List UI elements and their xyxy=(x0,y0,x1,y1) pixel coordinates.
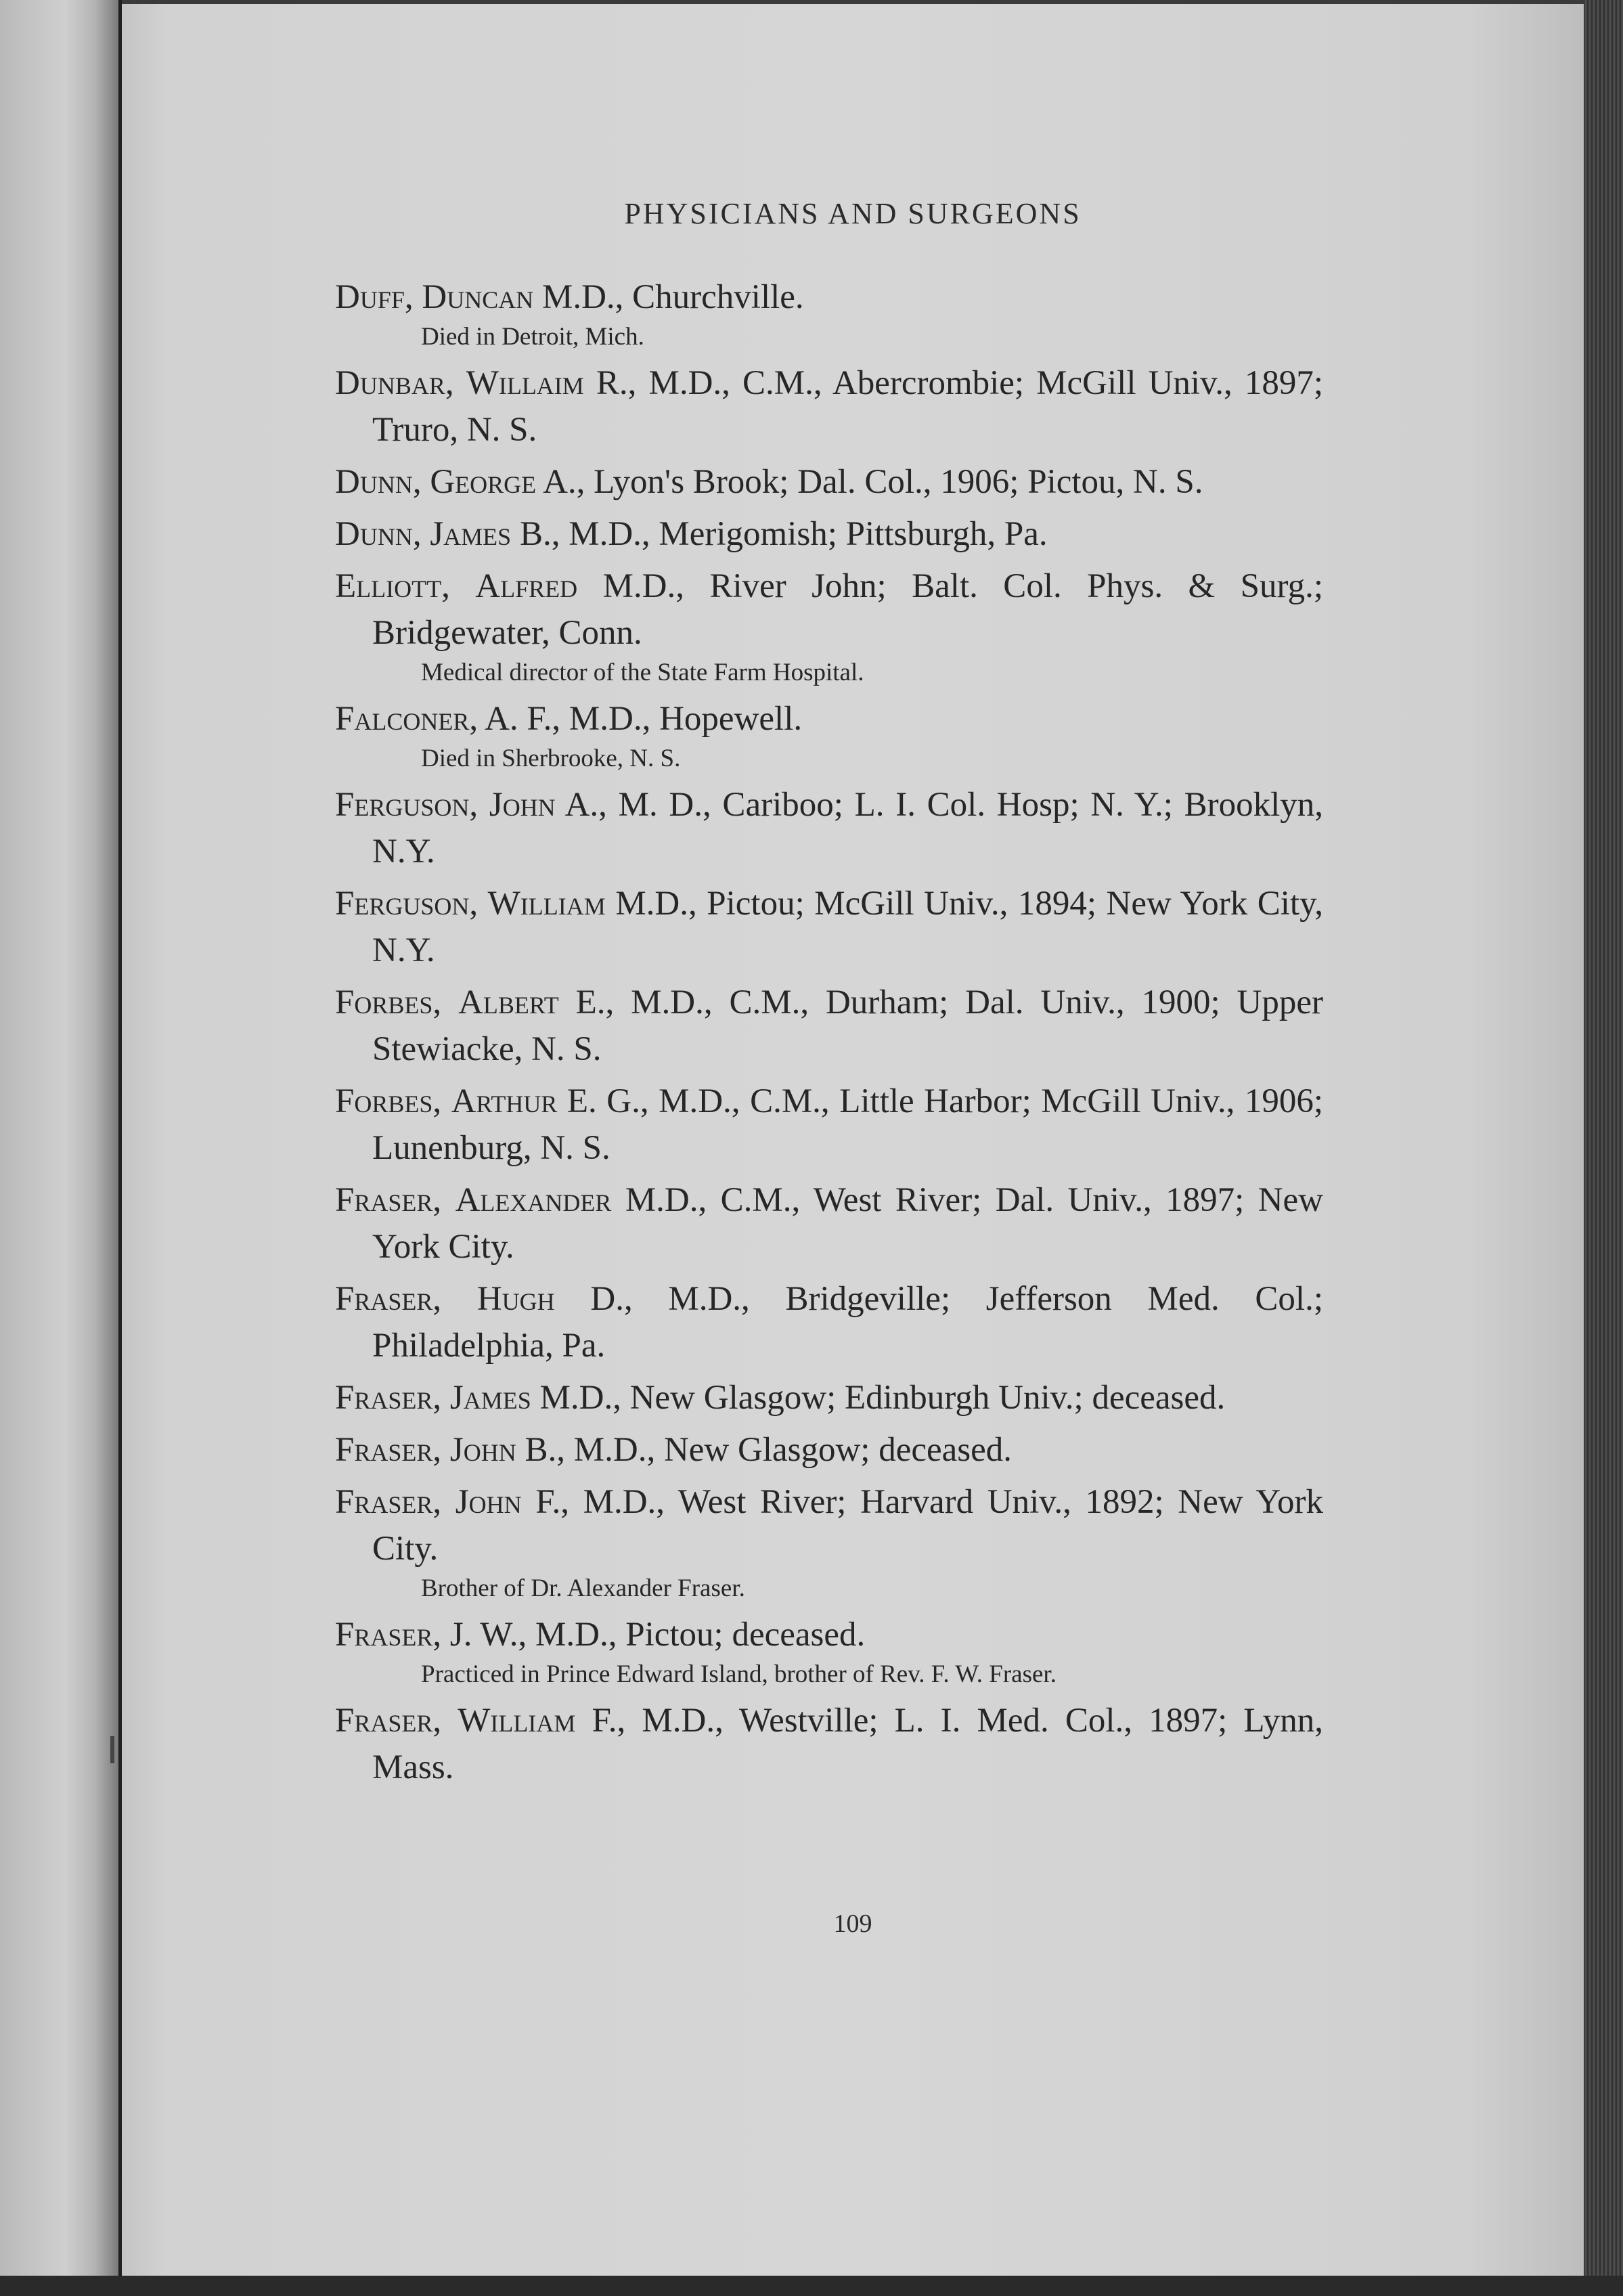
entry-surname: Dunn xyxy=(335,515,413,553)
entry-note: Died in Sherbrooke, N. S. xyxy=(421,745,681,772)
bottom-edge xyxy=(0,2276,1623,2296)
directory-entry xyxy=(335,782,1323,875)
entry-separator: , xyxy=(432,1280,477,1318)
entry-details: E. G., M.D., C.M., Little Harbor; McGill Univ., 1906; Lunenburg, N. S. xyxy=(372,1082,1323,1167)
entry-separator xyxy=(555,1280,591,1318)
entry-surname: Forbes xyxy=(335,1082,433,1120)
entry-main-line xyxy=(335,1177,1323,1271)
entry-surname: Fraser xyxy=(335,1181,433,1219)
entry-given-name: Willaim xyxy=(466,364,584,402)
entry-separator: , xyxy=(432,1702,458,1740)
entry-main-line xyxy=(335,360,1323,454)
entry-separator xyxy=(577,567,602,605)
entry-details: R., M.D., C.M., Abercrombie; McGill Univ., 1897; Truro, N. S. xyxy=(372,364,1324,449)
entry-separator xyxy=(575,1702,592,1740)
entry-details: A. F., M.D., Hopewell. xyxy=(485,700,803,738)
entry-list xyxy=(335,274,1323,1796)
entry-surname: Fraser xyxy=(335,1702,433,1740)
entry-given-name: John xyxy=(489,786,556,824)
directory-entry xyxy=(335,274,1323,355)
entry-surname: Falconer xyxy=(335,700,470,738)
entry-note: Medical director of the State Farm Hospital. xyxy=(421,659,864,686)
entry-details: A., Lyon's Brook; Dal. Col., 1906; Pictou, N. S. xyxy=(543,463,1203,501)
entry-given-name: James xyxy=(430,515,512,553)
entry-separator xyxy=(606,885,616,923)
entry-separator xyxy=(557,1082,567,1120)
entry-note: Practiced in Prince Edward Island, brother of Rev. F. W. Fraser. xyxy=(421,1660,1057,1688)
entry-details: B., M.D., New Glasgow; deceased. xyxy=(525,1431,1013,1469)
entry-details: F., M.D., Westville; L. I. Med. Col., 1897; Lynn, Mass. xyxy=(372,1702,1324,1786)
directory-entry xyxy=(335,1276,1323,1369)
entry-given-name: Alexander xyxy=(455,1181,612,1219)
entry-given-name: Duncan xyxy=(422,278,534,316)
entry-separator xyxy=(522,1483,536,1521)
entry-surname: Elliott xyxy=(335,567,442,605)
entry-given-name: Alfred xyxy=(475,567,578,605)
entry-main-line xyxy=(335,979,1323,1073)
entry-separator xyxy=(559,984,576,1021)
entry-separator xyxy=(511,515,520,553)
entry-separator: , xyxy=(441,567,476,605)
entry-main-line xyxy=(335,1479,1323,1572)
entry-main-line xyxy=(335,1698,1323,1791)
entry-separator xyxy=(516,1431,525,1469)
entry-main-line xyxy=(335,696,1323,743)
entry-given-name: James xyxy=(449,1379,531,1417)
entry-details: F., M.D., West River; Harvard Univ., 1892; New York City. xyxy=(372,1483,1324,1568)
page-number: 109 xyxy=(833,1909,872,1938)
entry-main-line xyxy=(335,563,1323,657)
entry-details: M.D., C.M., West River; Dal. Univ., 1897; New York City. xyxy=(372,1181,1324,1266)
directory-entry xyxy=(335,1698,1323,1791)
entry-separator: , xyxy=(445,364,466,402)
facing-page-edge xyxy=(0,0,118,2296)
directory-entry xyxy=(335,881,1323,974)
directory-entry xyxy=(335,1479,1323,1606)
entry-separator: , xyxy=(432,1082,451,1120)
entry-separator: , xyxy=(432,1379,450,1417)
entry-main-line xyxy=(335,782,1323,875)
entry-separator: , xyxy=(432,1181,455,1219)
entry-separator: , xyxy=(412,515,430,553)
entry-main-line xyxy=(335,511,1323,558)
entry-main-line xyxy=(335,1427,1323,1474)
entry-separator: , xyxy=(432,1616,450,1654)
entry-details: M.D., Churchville. xyxy=(541,278,804,316)
directory-entry xyxy=(335,1177,1323,1271)
entry-main-line xyxy=(335,459,1323,506)
entry-given-name: John xyxy=(449,1431,516,1469)
entry-surname: Fraser xyxy=(335,1483,433,1521)
entry-given-name: Albert xyxy=(458,984,559,1021)
entry-details: A., M. D., Cariboo; L. I. Col. Hosp; N. Y.; Brooklyn, N.Y. xyxy=(372,786,1324,870)
entry-main-line xyxy=(335,1078,1323,1172)
entry-separator xyxy=(533,278,542,316)
entry-given-name: Arthur xyxy=(451,1082,558,1120)
entry-main-line xyxy=(335,1375,1323,1421)
entry-separator: , xyxy=(412,463,430,501)
entry-details: J. W., M.D., Pictou; deceased. xyxy=(449,1616,866,1654)
entry-details: D., M.D., Bridgeville; Jefferson Med. Col.; Philadelphia, Pa. xyxy=(372,1280,1323,1365)
entry-separator: , xyxy=(432,1483,455,1521)
entry-given-name: Hugh xyxy=(476,1280,555,1318)
entry-surname: Forbes xyxy=(335,984,433,1021)
entry-given-name: William xyxy=(487,885,606,923)
entry-surname: Fraser xyxy=(335,1280,433,1318)
entry-surname: Fraser xyxy=(335,1616,433,1654)
margin-mark xyxy=(110,1736,114,1763)
directory-entry xyxy=(335,1078,1323,1172)
entry-separator: , xyxy=(469,885,488,923)
entry-surname: Dunn xyxy=(335,463,413,501)
entry-surname: Fraser xyxy=(335,1431,433,1469)
entry-main-line xyxy=(335,274,1323,321)
entry-given-name: George xyxy=(430,463,537,501)
entry-surname: Ferguson xyxy=(335,885,470,923)
entry-given-name: John xyxy=(455,1483,522,1521)
entry-main-line xyxy=(335,1612,1323,1658)
entry-separator xyxy=(556,786,565,824)
entry-details: M.D., Pictou; McGill Univ., 1894; New York City, N.Y. xyxy=(372,885,1324,969)
entry-separator: , xyxy=(469,786,489,824)
entry-surname: Fraser xyxy=(335,1379,433,1417)
entry-main-line xyxy=(335,881,1323,974)
entry-separator xyxy=(611,1181,625,1219)
entry-details: B., M.D., Merigomish; Pittsburgh, Pa. xyxy=(519,515,1048,553)
directory-entry xyxy=(335,360,1323,454)
entry-details: E., M.D., C.M., Durham; Dal. Univ., 1900; Upper Stewiacke, N. S. xyxy=(372,984,1323,1068)
directory-entry xyxy=(335,979,1323,1073)
entry-separator xyxy=(584,364,596,402)
directory-entry xyxy=(335,1612,1323,1692)
entry-separator: , xyxy=(432,1431,450,1469)
directory-entry xyxy=(335,1375,1323,1421)
directory-entry xyxy=(335,1427,1323,1474)
entry-main-line xyxy=(335,1276,1323,1369)
entry-separator: , xyxy=(469,700,485,738)
page-stack-edge xyxy=(1584,0,1623,2296)
running-head: PHYSICIANS AND SURGEONS xyxy=(624,197,1082,230)
entry-note: Brother of Dr. Alexander Fraser. xyxy=(421,1574,745,1602)
entry-details: M.D., River John; Balt. Col. Phys. & Surg.; Bridgewater, Conn. xyxy=(372,567,1324,652)
entry-separator: , xyxy=(404,278,422,316)
entry-separator xyxy=(531,1379,540,1417)
entry-details: M.D., New Glasgow; Edinburgh Univ.; deceased. xyxy=(539,1379,1226,1417)
entry-note: Died in Detroit, Mich. xyxy=(421,323,644,351)
entry-surname: Ferguson xyxy=(335,786,470,824)
entry-surname: Duff xyxy=(335,278,405,316)
directory-entry xyxy=(335,459,1323,506)
directory-entry xyxy=(335,563,1323,690)
directory-entry xyxy=(335,511,1323,558)
entry-separator xyxy=(536,463,543,501)
entry-separator: , xyxy=(432,984,459,1021)
directory-entry xyxy=(335,696,1323,776)
entry-surname: Dunbar xyxy=(335,364,445,402)
entry-given-name: William xyxy=(458,1702,576,1740)
